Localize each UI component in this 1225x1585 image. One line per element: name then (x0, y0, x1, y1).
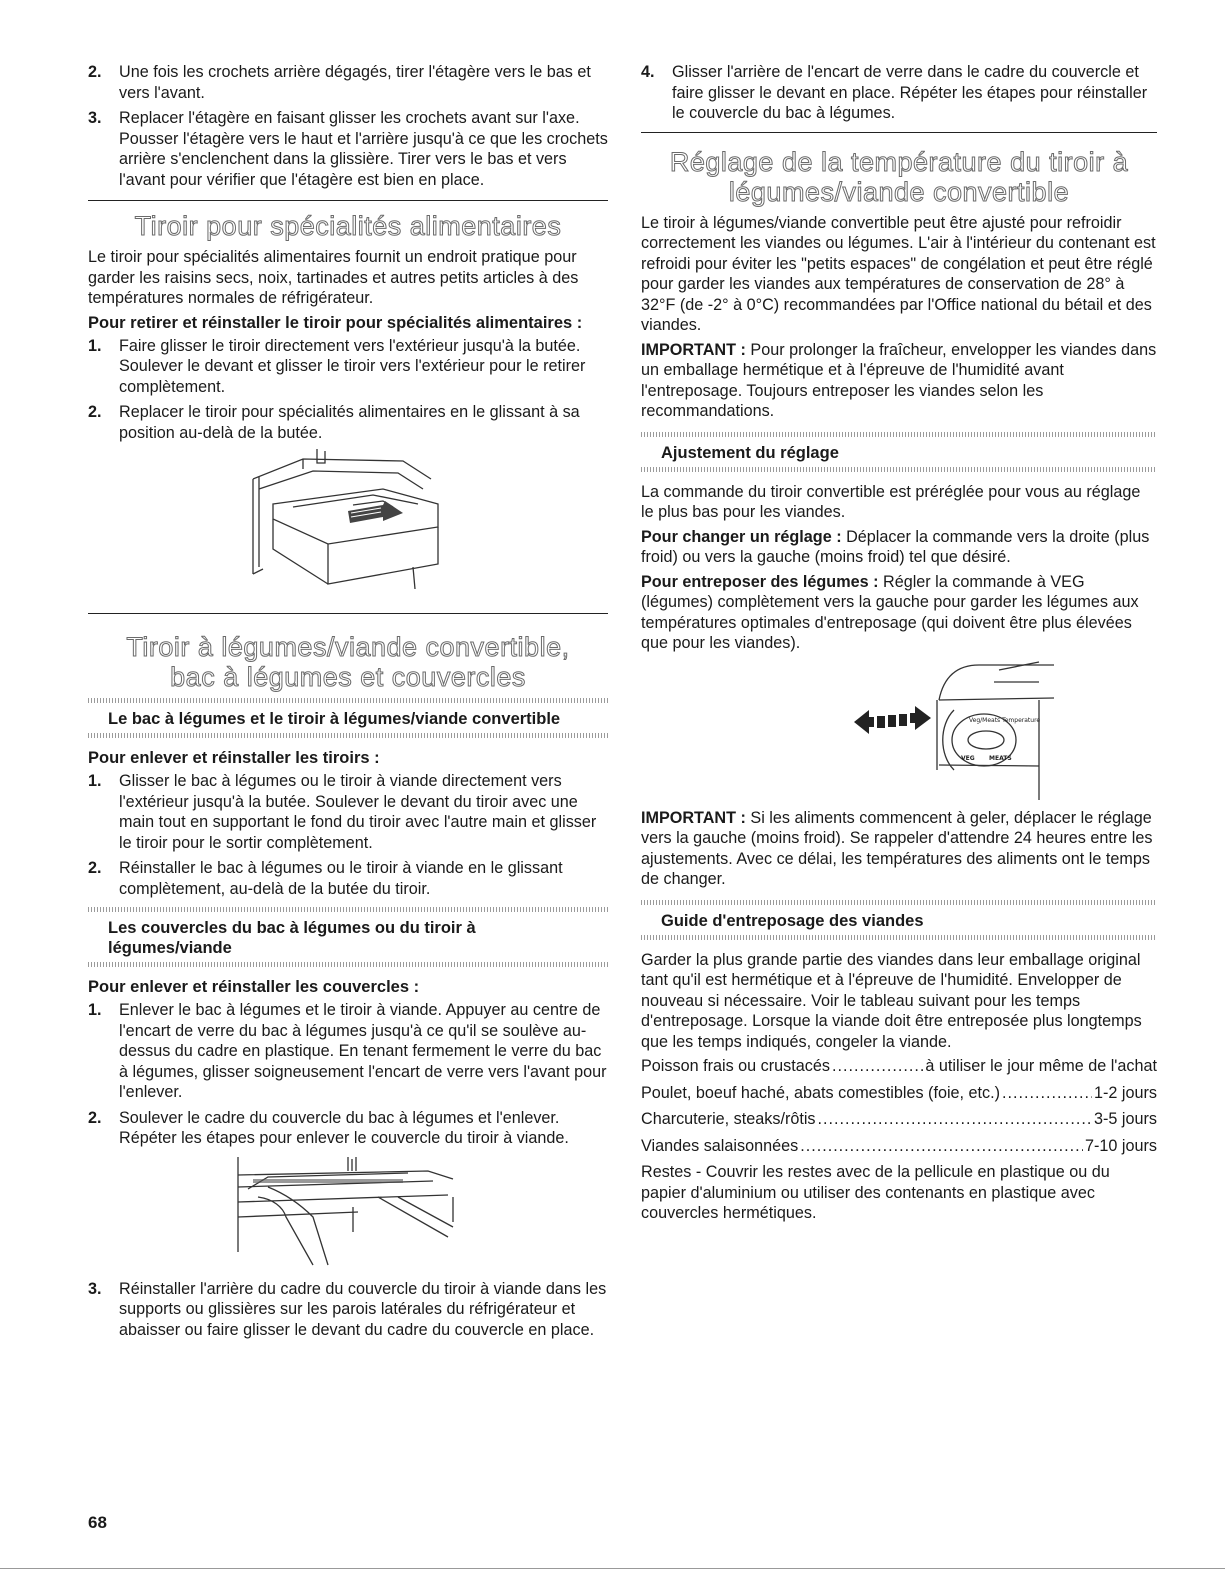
list-item: 4. Glisser l'arrière de l'encart de verre dans le cadre du couvercle et faire glisser le devant en place. Répéter les étapes pour réinstaller le couvercle du bac à légumes. (641, 63, 1148, 122)
hatch-divider (641, 935, 1157, 940)
section-title-line1: Tiroir à légumes/viande convertible, (126, 632, 570, 662)
table-row: Poisson frais ou crustacés ..... à utiliser le jour même de l'achat (641, 1056, 1157, 1077)
paragraph: Restes - Couvrir les restes avec de la pellicule en plastique ou du papier d'aluminium ou utiliser des contenants en plastique avec couvercles hermétiques. (641, 1163, 1110, 1222)
box-heading: Le bac à légumes et le tiroir à légumes/viande convertible (108, 710, 561, 728)
temperature-control-illustration (739, 660, 1059, 800)
hatch-divider (641, 467, 1157, 472)
paragraph: Garder la plus grande partie des viandes dans leur emballage original tant qu'il est hermétique et à l'épreuve de l'humidité. Envelopper de nouveau si nécessaire. Voir le tableau suivant pour les temps d'entreposage. Lorsque la viande doit être entreposée plus longtemps que les temps indiqués, congeler la viande. (641, 950, 1142, 1051)
list-item: 2. Soulever le cadre du couvercle du bac à légumes et l'enlever. Répéter les étapes pour enlever le couvercle du tiroir à viande. (88, 1108, 569, 1147)
steps-list (88, 771, 608, 899)
steps-list (88, 336, 608, 444)
list-item: 3. Réinstaller l'arrière du cadre du couvercle du tiroir à viande dans les supports ou glissières sur les parois latérales du réfrigérateur et abaisser ou faire glisser le devant du cadre du couvercle en place. (88, 1279, 607, 1339)
section-title-line2: bac à légumes et couvercles (170, 662, 526, 692)
section-divider (88, 613, 608, 614)
section-intro: Le tiroir à légumes/viande convertible peut être ajusté pour refroidir correctement les viandes ou légumes. L'air à l'intérieur du contenant est refroidi pour éviter les "petits espaces" de congélation et peut être réglé pour garder les viandes aux températures de conservation de 28° à 32°F (de -2° à 0°C) recommandées par l'Office national du bétail et des viandes. (641, 213, 1156, 334)
box-heading: Ajustement du réglage (661, 443, 839, 462)
storage-table (641, 1056, 1157, 1156)
paragraph: La commande du tiroir convertible est préréglée pour vous au réglage le plus bas pour les viandes. (641, 482, 1141, 521)
hatch-divider (88, 733, 608, 738)
page-number: 68 (88, 1513, 107, 1532)
paragraph: Pour changer un réglage : Déplacer la commande vers la droite (plus froid) ou vers la gauche (moins froid) tel que désiré. (641, 527, 1150, 566)
list-item: 2. Une fois les crochets arrière dégagés, tirer l'étagère vers le bas et vers l'avant. (88, 63, 591, 102)
control-label-top: Veg/Meats Temperature (969, 716, 1041, 724)
subheading: Pour enlever et réinstaller les tiroirs : (88, 749, 380, 767)
list-item: 1. Enlever le bac à légumes et le tiroir à viande. Appuyer au centre de l'encart de verre du bac à légumes jusqu'à ce qu'il se soulève au-dessus du cadre en plastique. En tenant fermement le verre du bac à légumes, glisser soigneusement l'encart de verre vers l'avant pour l'enlever. (88, 1001, 607, 1101)
section-divider (641, 132, 1157, 133)
hatch-divider (88, 962, 608, 967)
control-label-meats: MEATS (989, 754, 1012, 762)
double-arrow-icon (854, 706, 931, 734)
box-heading: Guide d'entreposage des viandes (661, 911, 924, 930)
right-column (641, 62, 1157, 1228)
important-note: IMPORTANT : Pour prolonger la fraîcheur, envelopper les viandes dans un emballage hermétique et à l'épreuve de l'humidité avant l'entreposage. Toujours entreposer les viandes selon les recommandations. (641, 340, 1157, 420)
list-item: 2. Réinstaller le bac à légumes ou le tiroir à viande en le glissant complètement, au-delà de la butée du tiroir. (88, 859, 563, 898)
left-column (88, 62, 608, 1345)
specialty-drawer-illustration (233, 449, 463, 599)
bottom-rule (0, 1568, 1225, 1569)
steps-list (88, 1279, 608, 1341)
section-divider (88, 200, 608, 201)
table-row: Viandes salaisonnées ..... 7-10 jours (641, 1136, 1157, 1157)
subheading: Pour retirer et réinstaller le tiroir pour spécialités alimentaires : (88, 313, 583, 332)
subheading: Pour enlever et réinstaller les couvercles : (88, 978, 420, 996)
steps-list (88, 1000, 608, 1149)
section-title-line1: Réglage de la température du tiroir à (669, 146, 1129, 177)
table-row: Charcuterie, steaks/rôtis ..... 3-5 jours (641, 1109, 1157, 1130)
crisper-cover-illustration (228, 1157, 468, 1267)
list-item: 3. Replacer l'étagère en faisant glisser les crochets avant sur l'axe. Pousser l'étagère vers le haut et l'arrière jusqu'à ce que les crochets arrière s'enclenchent dans la glissière. Tirer vers le bas et vers l'avant pour vérifier que l'étagère est bien en place. (88, 109, 608, 189)
section-title-line2: légumes/viande convertible (728, 176, 1070, 207)
paragraph: Pour entreposer des légumes : Régler la commande à VEG (légumes) complètement vers la gauche pour garder les légumes aux températures optimales d'entreposage (qui doivent être plus élevées que pour les viandes). (641, 572, 1139, 652)
list-item: 1. Faire glisser le tiroir directement vers l'extérieur jusqu'à la butée. Soulever le devant et glisser le tiroir vers l'extérieur pour le retirer complètement. (88, 336, 586, 396)
section-intro: Le tiroir pour spécialités alimentaires fournit un endroit pratique pour garder les raisins secs, noix, tartinades et autres petits articles à des températures normales de réfrigérateur. (88, 248, 579, 307)
list-item: 2. Replacer le tiroir pour spécialités alimentaires en le glissant à sa position au-delà de la butée. (88, 403, 580, 442)
box-heading: Les couvercles du bac à légumes ou du tiroir à légumes/viande (108, 919, 476, 957)
continued-steps (641, 62, 1157, 124)
important-note: IMPORTANT : Si les aliments commencent à geler, déplacer le réglage vers la gauche (moins froid). Se rappeler d'attendre 24 heures entre les ajustements. Avec ce délai, les températures des aliments ont le temps de changer. (641, 808, 1153, 888)
list-item: 1. Glisser le bac à légumes ou le tiroir à viande directement vers l'extérieur jusqu'à la butée. Soulever le devant du tiroir avec une main tout en supportant le fond du tiroir avec l'autre main et glisser le tiroir pour le sortir complètement. (88, 772, 597, 852)
continued-steps (88, 62, 608, 190)
control-label-veg: VEG (961, 754, 975, 762)
table-row: Poulet, boeuf haché, abats comestibles (foie, etc.) ..... 1-2 jours (641, 1083, 1157, 1104)
section-title: Tiroir pour spécialités alimentaires (134, 211, 562, 241)
